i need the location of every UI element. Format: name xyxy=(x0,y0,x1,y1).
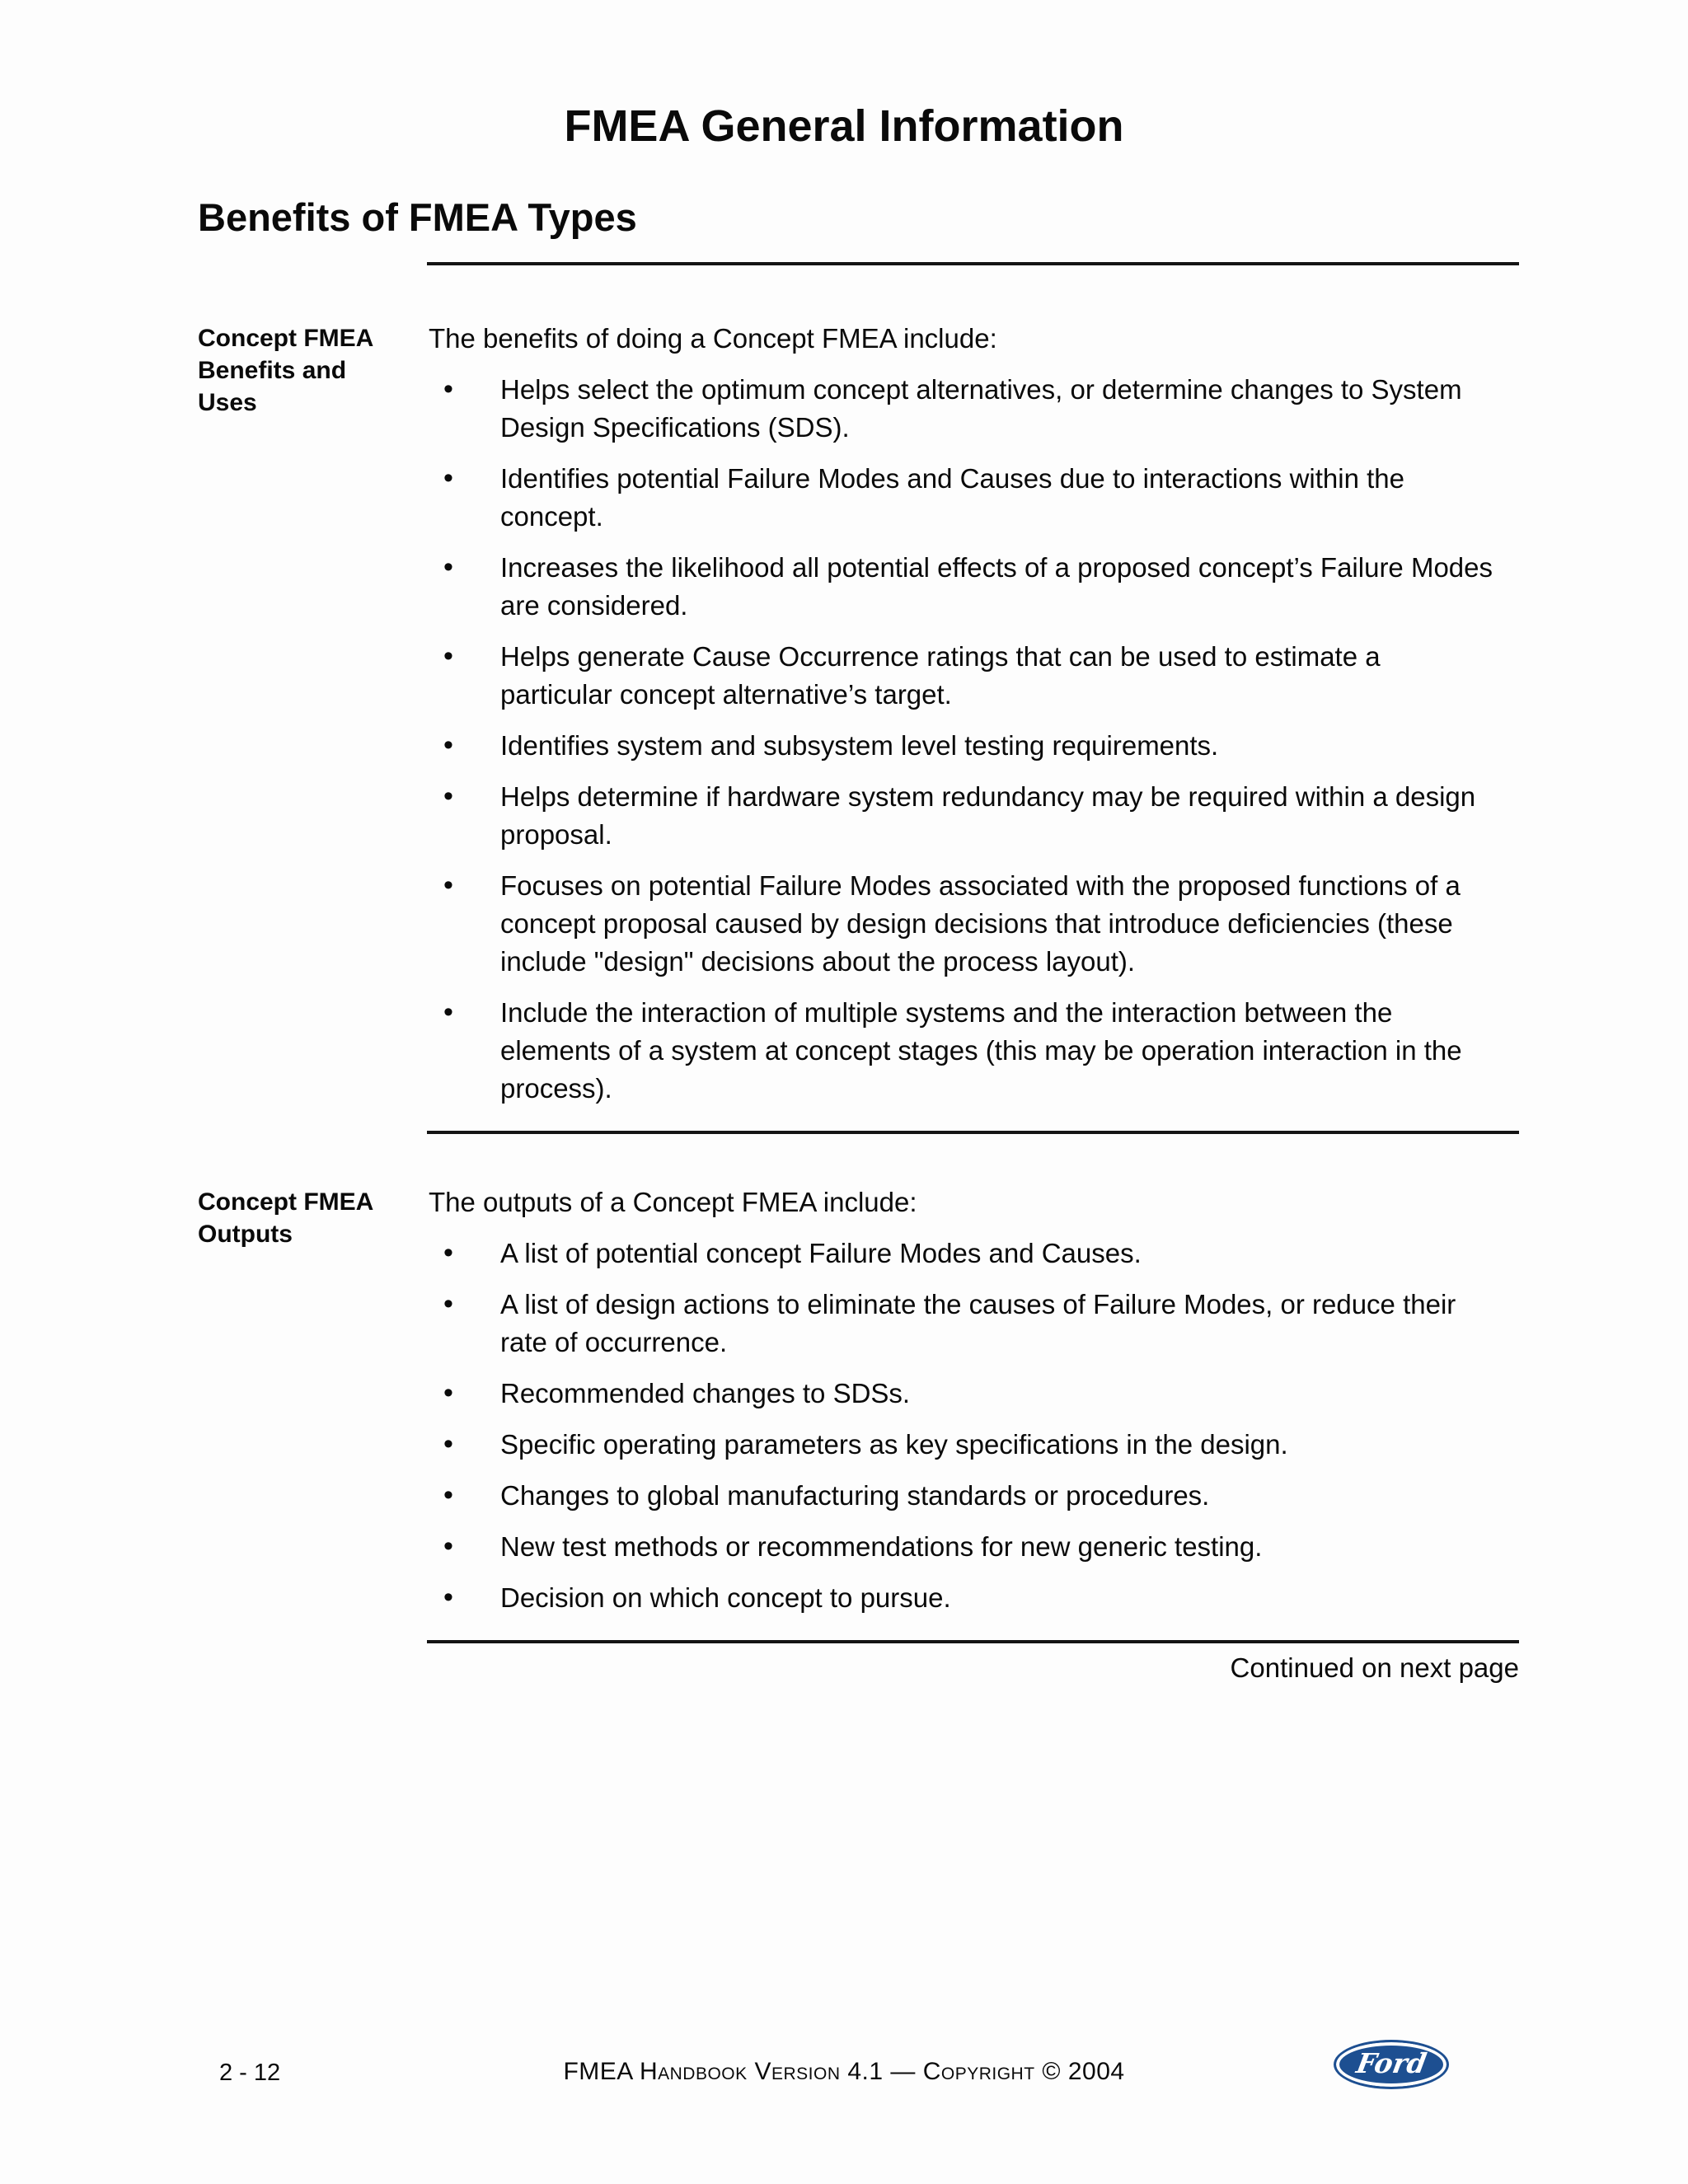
section-label-line: Uses xyxy=(198,389,257,416)
bullet-icon: • xyxy=(443,1582,453,1613)
bullet-text: Recommended changes to SDSs. xyxy=(500,1378,911,1408)
bullet-text: Identifies system and subsystem level testing requirements. xyxy=(500,730,1219,761)
list-item xyxy=(429,638,1497,714)
section-concept-fmea-outputs xyxy=(0,1183,1525,1617)
section-label-line: Benefits and xyxy=(198,357,347,384)
section-label-line: Concept FMEA xyxy=(198,1188,374,1216)
list-item xyxy=(429,1375,1497,1413)
bullet-icon: • xyxy=(443,551,453,583)
list-item xyxy=(429,1477,1497,1515)
section-lead: The outputs of a Concept FMEA include: xyxy=(429,1187,917,1217)
continued-note: Continued on next page xyxy=(1230,1652,1519,1683)
bullet-text: New test methods or recommendations for new generic testing. xyxy=(500,1531,1263,1562)
bullet-icon: • xyxy=(443,996,453,1028)
bullet-icon: • xyxy=(443,373,453,405)
section-label-line: Concept FMEA xyxy=(198,325,374,352)
bullet-icon: • xyxy=(443,1479,453,1511)
list-item xyxy=(429,1286,1497,1361)
list-item xyxy=(429,778,1497,854)
bullet-icon: • xyxy=(443,1428,453,1460)
page-title: FMEA General Information xyxy=(564,101,1124,151)
list-item xyxy=(429,1235,1497,1272)
bullet-icon: • xyxy=(443,869,453,901)
bullet-list xyxy=(429,1235,1497,1617)
bullet-icon: • xyxy=(443,640,453,672)
list-item xyxy=(429,994,1497,1108)
bullet-icon: • xyxy=(443,1237,453,1268)
section-label-line: Outputs xyxy=(198,1221,293,1248)
footer-copyright: FMEA Handbook Version 4.1 — Copyright © 2004 xyxy=(563,2058,1125,2085)
bullet-list xyxy=(429,371,1497,1108)
section-label xyxy=(198,322,419,419)
section-divider xyxy=(427,1131,1519,1134)
section-divider xyxy=(427,1640,1519,1643)
bullet-text: Identifies potential Failure Modes and Causes due to interactions within the concept. xyxy=(500,463,1404,532)
section-concept-fmea-benefits xyxy=(0,320,1525,1108)
bullet-text: Increases the likelihood all potential effects of a proposed concept’s Failure Modes are considered. xyxy=(500,552,1493,621)
bullet-text: A list of design actions to eliminate the causes of Failure Modes, or reduce their rate of occurrence. xyxy=(500,1289,1456,1357)
list-item xyxy=(429,1426,1497,1464)
bullet-text: Helps select the optimum concept alternatives, or determine changes to System Design Specifications (SDS). xyxy=(500,374,1462,443)
ford-logo-text: Ford xyxy=(1353,2047,1429,2079)
bullet-text: Decision on which concept to pursue. xyxy=(500,1582,951,1613)
section-label xyxy=(198,1186,419,1250)
list-item xyxy=(429,867,1497,981)
bullet-icon: • xyxy=(443,1377,453,1408)
bullet-icon: • xyxy=(443,780,453,812)
bullet-text: Changes to global manufacturing standards or procedures. xyxy=(500,1480,1210,1511)
bullet-text: Include the interaction of multiple systems and the interaction between the elements of a system at concept stages (this may be operation interaction in the process). xyxy=(500,997,1462,1104)
list-item xyxy=(429,1528,1497,1566)
heading-underline xyxy=(427,262,1519,265)
bullet-text: Helps generate Cause Occurrence ratings that can be used to estimate a particular concept alternative’s target. xyxy=(500,641,1381,710)
ford-logo xyxy=(1334,2040,1449,2089)
page-number: 2 - 12 xyxy=(219,2060,281,2086)
bullet-text: Specific operating parameters as key specifications in the design. xyxy=(500,1429,1288,1460)
list-item xyxy=(429,460,1497,536)
list-item xyxy=(429,1579,1497,1617)
list-item xyxy=(429,727,1497,765)
list-item xyxy=(429,549,1497,625)
bullet-text: Focuses on potential Failure Modes associated with the proposed functions of a concept proposal caused by design decisions that introduce deficiencies (these include "design" decisions about the process layout). xyxy=(500,870,1461,977)
bullet-text: Helps determine if hardware system redundancy may be required within a design proposal. xyxy=(500,781,1476,850)
section-lead: The benefits of doing a Concept FMEA include: xyxy=(429,323,997,354)
bullet-text: A list of potential concept Failure Modes and Causes. xyxy=(500,1238,1142,1268)
list-item xyxy=(429,371,1497,447)
section-heading: Benefits of FMEA Types xyxy=(198,195,637,239)
bullet-icon: • xyxy=(443,1288,453,1319)
bullet-icon: • xyxy=(443,462,453,494)
bullet-icon: • xyxy=(443,729,453,761)
bullet-icon: • xyxy=(443,1530,453,1562)
content-area xyxy=(0,320,1688,1686)
